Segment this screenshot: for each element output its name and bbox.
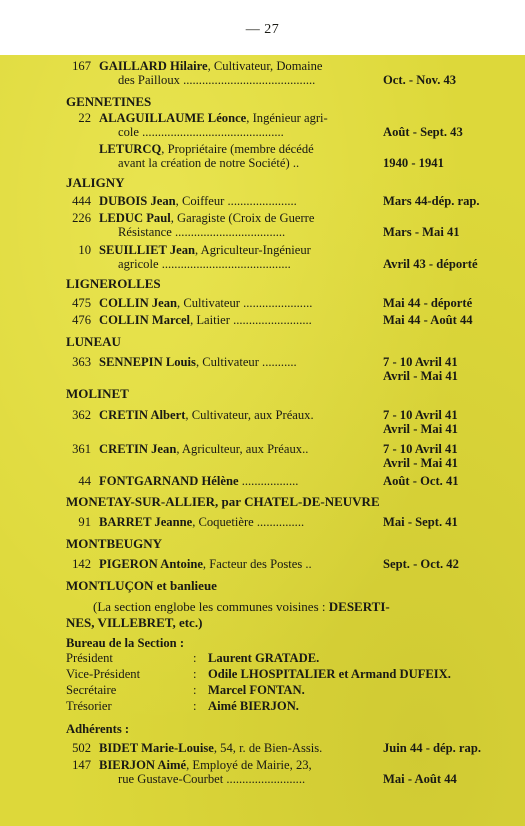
member-number: 444 [72, 194, 91, 208]
member-text [99, 758, 374, 772]
member-dates: 7 - 10 Avril 41 [383, 355, 458, 369]
list-item [0, 313, 525, 327]
member-number: 363 [72, 355, 91, 369]
list-item [0, 194, 525, 208]
member-text [99, 474, 374, 488]
member-name: CRETIN Albert [99, 408, 186, 422]
list-item [0, 111, 525, 139]
list-item [0, 474, 525, 488]
member-text [99, 296, 374, 310]
member-dates-second: Avril - Mai 41 [383, 422, 458, 436]
list-item [0, 59, 525, 87]
commune-heading: GENNETINES [66, 94, 152, 109]
commune-heading: MONTLUÇON et banlieue [66, 578, 217, 593]
section-note-communes-cont: NES, VILLEBRET, etc.) [66, 615, 203, 630]
member-description: , Cultivateur, Domaine [207, 59, 323, 73]
member-description: , Cultivateur, aux Préaux. [185, 408, 314, 422]
member-text [99, 313, 374, 327]
member-number: 91 [78, 515, 91, 529]
page-number: — 27 [245, 22, 280, 37]
member-number: 10 [78, 243, 91, 257]
bureau-separator: : [193, 651, 197, 665]
document-sheet [0, 55, 525, 826]
member-dates: Mai 44 - déporté [383, 296, 473, 310]
member-name: BIERJON Aimé [99, 758, 187, 772]
member-name: SEUILLIET Jean [99, 243, 196, 257]
member-description: , Agriculteur-Ingénieur [195, 243, 311, 257]
commune-heading: LUNEAU [66, 334, 121, 349]
member-name: BARRET Jeanne [99, 515, 193, 529]
member-name: COLLIN Jean [99, 296, 178, 310]
bureau-row [0, 699, 525, 715]
member-dates: 7 - 10 Avril 41 [383, 408, 458, 422]
member-description-cont: rue Gustave-Courbet ......................... [118, 772, 306, 786]
member-number: 361 [72, 442, 91, 456]
bureau-row [0, 683, 525, 699]
member-name: PIGERON Antoine [99, 557, 203, 571]
bureau-role: Secrétaire [66, 683, 117, 697]
member-text [99, 515, 374, 529]
member-text [99, 111, 374, 125]
commune-heading: MONTBEUGNY [66, 536, 163, 551]
list-item [0, 142, 525, 170]
member-number: 476 [72, 313, 91, 327]
member-dates: Mai - Août 44 [383, 772, 457, 786]
member-dates: Mai - Sept. 41 [383, 515, 458, 529]
adherents-heading: Adhérents : [66, 722, 130, 736]
member-name: ALAGUILLAUME Léonce [99, 111, 247, 125]
bureau-separator: : [193, 699, 197, 713]
member-dates-second: Avril - Mai 41 [383, 369, 458, 383]
bureau-member: Aimé BIERJON. [208, 699, 299, 713]
member-text [99, 557, 374, 571]
bureau-role: Vice-Président [66, 667, 141, 681]
member-description: , Employé de Mairie, 23, [186, 758, 312, 772]
bureau-role: Président [66, 651, 113, 665]
member-description: , 54, r. de Bien-Assis. [213, 741, 323, 755]
member-number: 147 [72, 758, 91, 772]
member-name: FONTGARNAND Hélène [99, 474, 239, 488]
member-text [99, 59, 374, 73]
member-description: , Ingénieur agri- [246, 111, 328, 125]
member-description: .................. [238, 474, 299, 488]
bureau-separator: : [193, 667, 197, 681]
member-description-cont: avant la création de notre Société) .. [118, 156, 300, 170]
member-description: , Coquetière ............... [192, 515, 305, 529]
commune-heading: JALIGNY [66, 175, 125, 190]
member-dates: Avril 43 - déporté [383, 257, 478, 271]
section-note [0, 599, 525, 615]
member-text [99, 355, 374, 369]
member-description: , Agriculteur, aux Préaux.. [176, 442, 309, 456]
member-dates: Sept. - Oct. 42 [383, 557, 459, 571]
member-text [99, 243, 374, 257]
member-description: , Propriétaire (membre décédé [161, 142, 314, 156]
member-dates: Oct. - Nov. 43 [383, 73, 457, 87]
commune-heading: MONETAY-SUR-ALLIER, par CHATEL-DE-NEUVRE [66, 494, 380, 509]
member-description-cont: agricole ......................................... [118, 257, 291, 271]
member-description-cont: Résistance ................................... [118, 225, 286, 239]
member-dates: Juin 44 - dép. rap. [383, 741, 481, 755]
member-number: 44 [78, 474, 91, 488]
member-description: , Coiffeur ...................... [175, 194, 297, 208]
list-item [0, 355, 525, 383]
member-dates: Mars - Mai 41 [383, 225, 460, 239]
member-dates: Mars 44-dép. rap. [383, 194, 480, 208]
member-dates: Mai 44 - Août 44 [383, 313, 473, 327]
member-number: 142 [72, 557, 91, 571]
member-description: , Cultivateur ........... [195, 355, 297, 369]
member-text [99, 442, 374, 456]
member-description-cont: cole ............................................. [118, 125, 284, 139]
member-number: 22 [78, 111, 91, 125]
list-item [0, 442, 525, 470]
member-name: CRETIN Jean [99, 442, 177, 456]
commune-heading: LIGNEROLLES [66, 276, 161, 291]
member-name: DUBOIS Jean [99, 194, 176, 208]
list-item [0, 741, 525, 755]
bureau-member: Laurent GRATADE. [208, 651, 320, 665]
member-description: , Cultivateur ...................... [177, 296, 313, 310]
list-item [0, 408, 525, 436]
member-description: , Garagiste (Croix de Guerre [170, 211, 315, 225]
member-name: GAILLARD Hilaire [99, 59, 208, 73]
commune-heading: MOLINET [66, 386, 129, 401]
member-dates: Août - Oct. 41 [383, 474, 459, 488]
member-description: , Facteur des Postes .. [202, 557, 312, 571]
list-item [0, 296, 525, 310]
bureau-row [0, 651, 525, 667]
member-description: , Laitier ......................... [190, 313, 312, 327]
document-content [0, 55, 525, 786]
member-number: 502 [72, 741, 91, 755]
bureau-member: Marcel FONTAN. [208, 683, 305, 697]
member-name: SENNEPIN Louis [99, 355, 196, 369]
section-note-text: (La section englobe les communes voisines : [93, 599, 326, 614]
member-number: 362 [72, 408, 91, 422]
bureau-member: Odile LHOSPITALIER et Armand DUFEIX. [208, 667, 451, 681]
member-name: COLLIN Marcel [99, 313, 191, 327]
bureau-row [0, 667, 525, 683]
member-name: LETURCQ [99, 142, 162, 156]
bureau-heading: Bureau de la Section : [66, 636, 185, 650]
member-dates: 1940 - 1941 [383, 156, 444, 170]
list-item [0, 515, 525, 529]
member-text [99, 211, 374, 225]
bureau-separator: : [193, 683, 197, 697]
member-number: 167 [72, 59, 91, 73]
list-item [0, 557, 525, 571]
member-text [99, 194, 374, 208]
member-description-cont: des Pailloux .......................................... [118, 73, 316, 87]
member-text [99, 408, 374, 422]
member-text [99, 741, 374, 755]
member-number: 226 [72, 211, 91, 225]
list-item [0, 211, 525, 239]
list-item [0, 758, 525, 786]
member-name: BIDET Marie-Louise [99, 741, 214, 755]
member-number: 475 [72, 296, 91, 310]
member-dates: Août - Sept. 43 [383, 125, 463, 139]
bureau-role: Trésorier [66, 699, 112, 713]
member-name: LEDUC Paul [99, 211, 171, 225]
member-dates: 7 - 10 Avril 41 [383, 442, 458, 456]
list-item [0, 243, 525, 271]
section-note-communes: DESERTI- [325, 599, 390, 614]
member-dates-second: Avril - Mai 41 [383, 456, 458, 470]
member-text [99, 142, 374, 156]
